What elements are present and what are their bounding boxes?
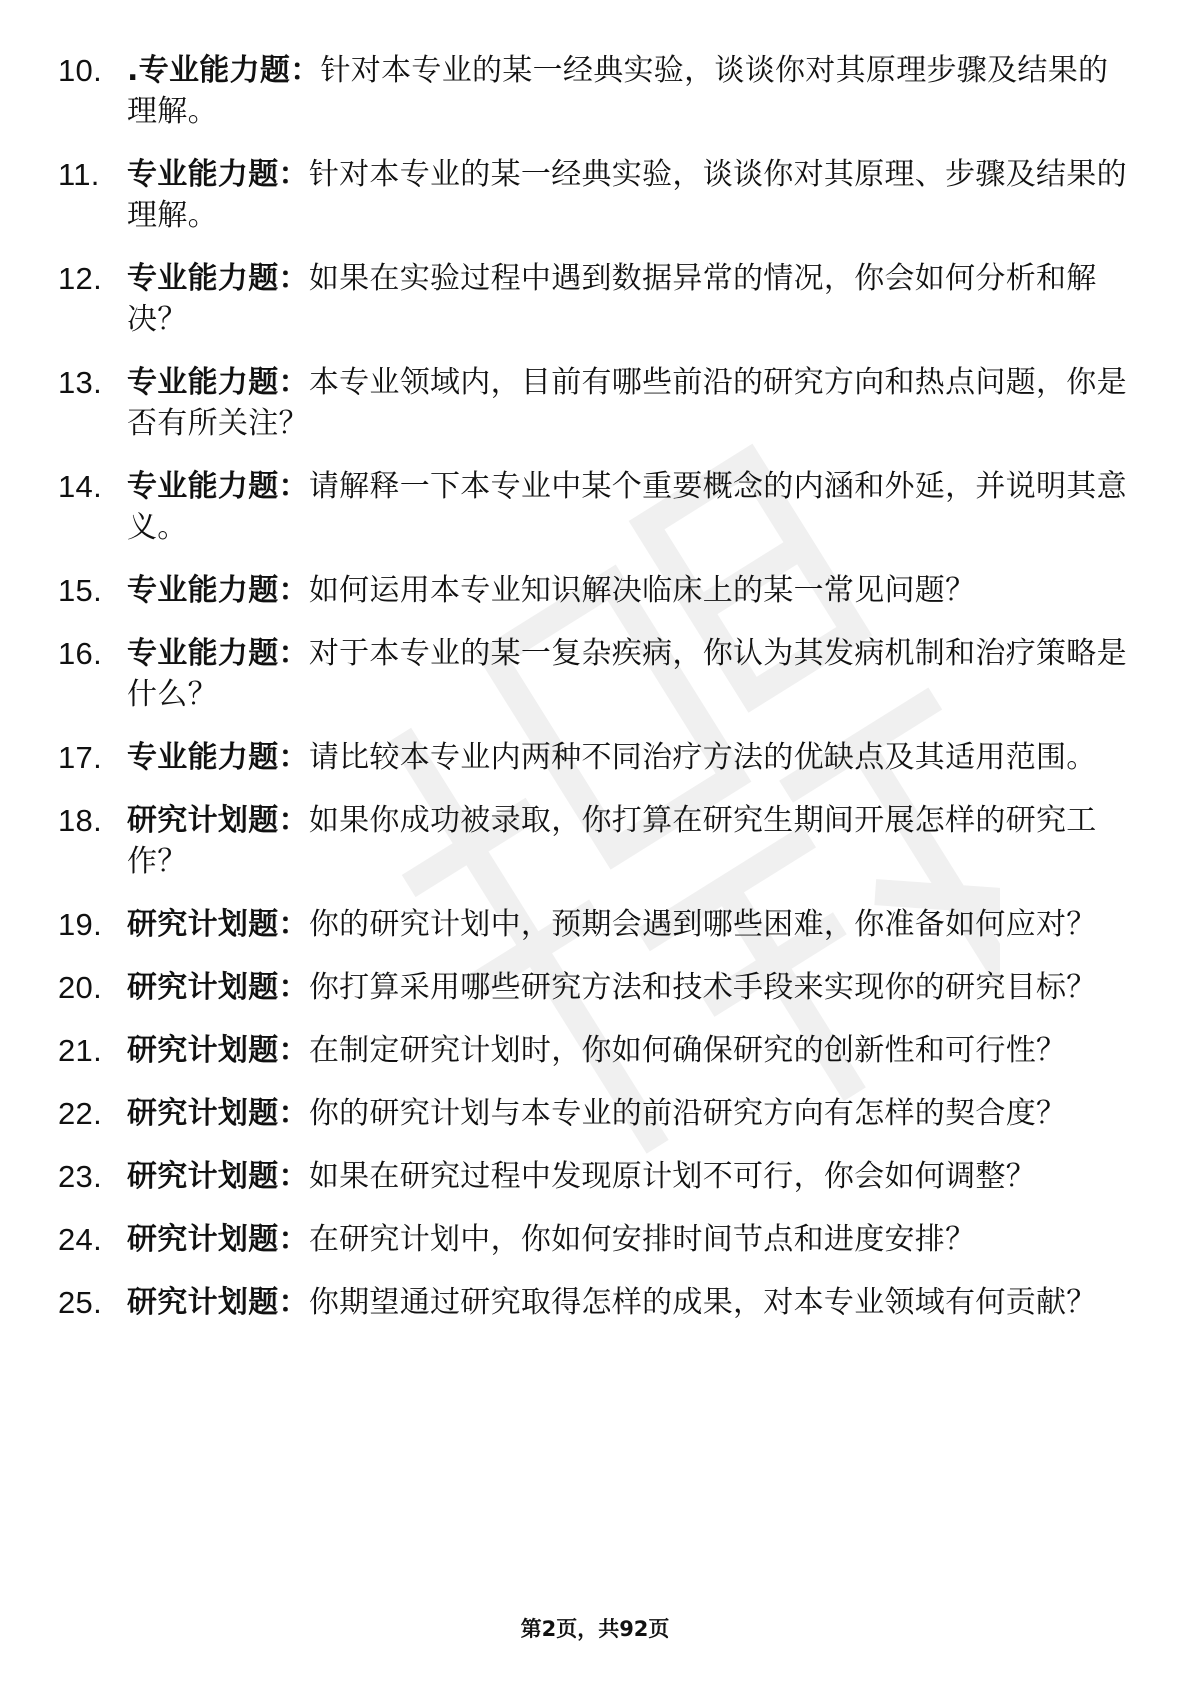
question-category: 专业能力题： [127, 636, 309, 671]
question-category: 专业能力题： [127, 261, 309, 296]
question-category: 专业能力题： [127, 469, 309, 504]
question-number: 18. [58, 803, 102, 838]
question-text: 在研究计划中，你如何安排时间节点和进度安排？ [308, 1222, 976, 1257]
question-category: 研究计划题： [127, 1096, 309, 1131]
question-category: 研究计划题： [127, 907, 309, 942]
question-category: 研究计划题： [127, 970, 309, 1005]
list-item [0, 1093, 1190, 1134]
question-number: 12. [58, 261, 102, 296]
question-text: 你打算采用哪些研究方法和技术手段来实现你的研究目标？ [308, 970, 1097, 1005]
question-text: 针对本专业的某一经典实验，谈谈你对其原理、步骤及结果的理解。 [127, 157, 1127, 233]
list-item [0, 258, 1190, 340]
question-text: 请解释一下本专业中某个重要概念的内涵和外延，并说明其意义。 [127, 469, 1127, 545]
list-item [0, 1030, 1190, 1071]
list-item [0, 1219, 1190, 1260]
question-number: 22. [58, 1096, 102, 1131]
question-text: 在制定研究计划时，你如何确保研究的创新性和可行性？ [308, 1033, 1067, 1068]
list-item [0, 466, 1190, 548]
list-item [0, 800, 1190, 882]
question-category: 专业能力题： [127, 573, 309, 608]
question-text: 请比较本专业内两种不同治疗方法的优缺点及其适用范围。 [308, 740, 1097, 775]
list-item [0, 737, 1190, 778]
question-category: 研究计划题： [127, 1285, 309, 1320]
list-item [0, 570, 1190, 611]
list-item [0, 50, 1190, 132]
list-item [0, 154, 1190, 236]
question-text: 如何运用本专业知识解决临床上的某一常见问题？ [308, 573, 976, 608]
question-number: 20. [58, 970, 102, 1005]
question-number: 10. [58, 53, 102, 88]
list-item [0, 1282, 1190, 1323]
question-text: 如果在研究过程中发现原计划不可行，你会如何调整？ [308, 1159, 1037, 1194]
list-item [0, 967, 1190, 1008]
question-category: 专业能力题： [127, 740, 309, 775]
question-text: 如果你成功被录取，你打算在研究生期间开展怎样的研究工作？ [127, 803, 1097, 879]
question-text: 如果在实验过程中遇到数据异常的情况，你会如何分析和解决？ [127, 261, 1097, 337]
question-number: 16. [58, 636, 102, 671]
question-text: 对于本专业的某一复杂疾病，你认为其发病机制和治疗策略是什么？ [127, 636, 1127, 712]
question-number: 21. [58, 1033, 102, 1068]
question-category: 专业能力题： [127, 365, 309, 400]
question-category: .专业能力题： [127, 53, 321, 88]
list-item [0, 1156, 1190, 1197]
question-number: 19. [58, 907, 102, 942]
list-item [0, 362, 1190, 444]
list-item [0, 633, 1190, 715]
question-list [0, 50, 1190, 1345]
list-item [0, 904, 1190, 945]
question-number: 25. [58, 1285, 102, 1320]
question-category: 研究计划题： [127, 1222, 309, 1257]
question-text: 本专业领域内，目前有哪些前沿的研究方向和热点问题，你是否有所关注？ [127, 365, 1127, 441]
question-category: 研究计划题： [127, 1159, 309, 1194]
question-number: 23. [58, 1159, 102, 1194]
question-number: 17. [58, 740, 102, 775]
question-number: 13. [58, 365, 102, 400]
question-number: 24. [58, 1222, 102, 1257]
question-number: 15. [58, 573, 102, 608]
question-number: 11. [58, 157, 100, 192]
question-text: 你期望通过研究取得怎样的成果，对本专业领域有何贡献？ [308, 1285, 1097, 1320]
question-category: 专业能力题： [127, 157, 309, 192]
question-number: 14. [58, 469, 102, 504]
question-text: 针对本专业的某一经典实验，谈谈你对其原理步骤及结果的理解。 [127, 53, 1109, 129]
question-category: 研究计划题： [127, 803, 309, 838]
question-text: 你的研究计划与本专业的前沿研究方向有怎样的契合度？ [308, 1096, 1067, 1131]
question-text: 你的研究计划中，预期会遇到哪些困难，你准备如何应对？ [308, 907, 1097, 942]
page-number-footer: 第2页，共92页 [520, 1617, 670, 1641]
question-category: 研究计划题： [127, 1033, 309, 1068]
